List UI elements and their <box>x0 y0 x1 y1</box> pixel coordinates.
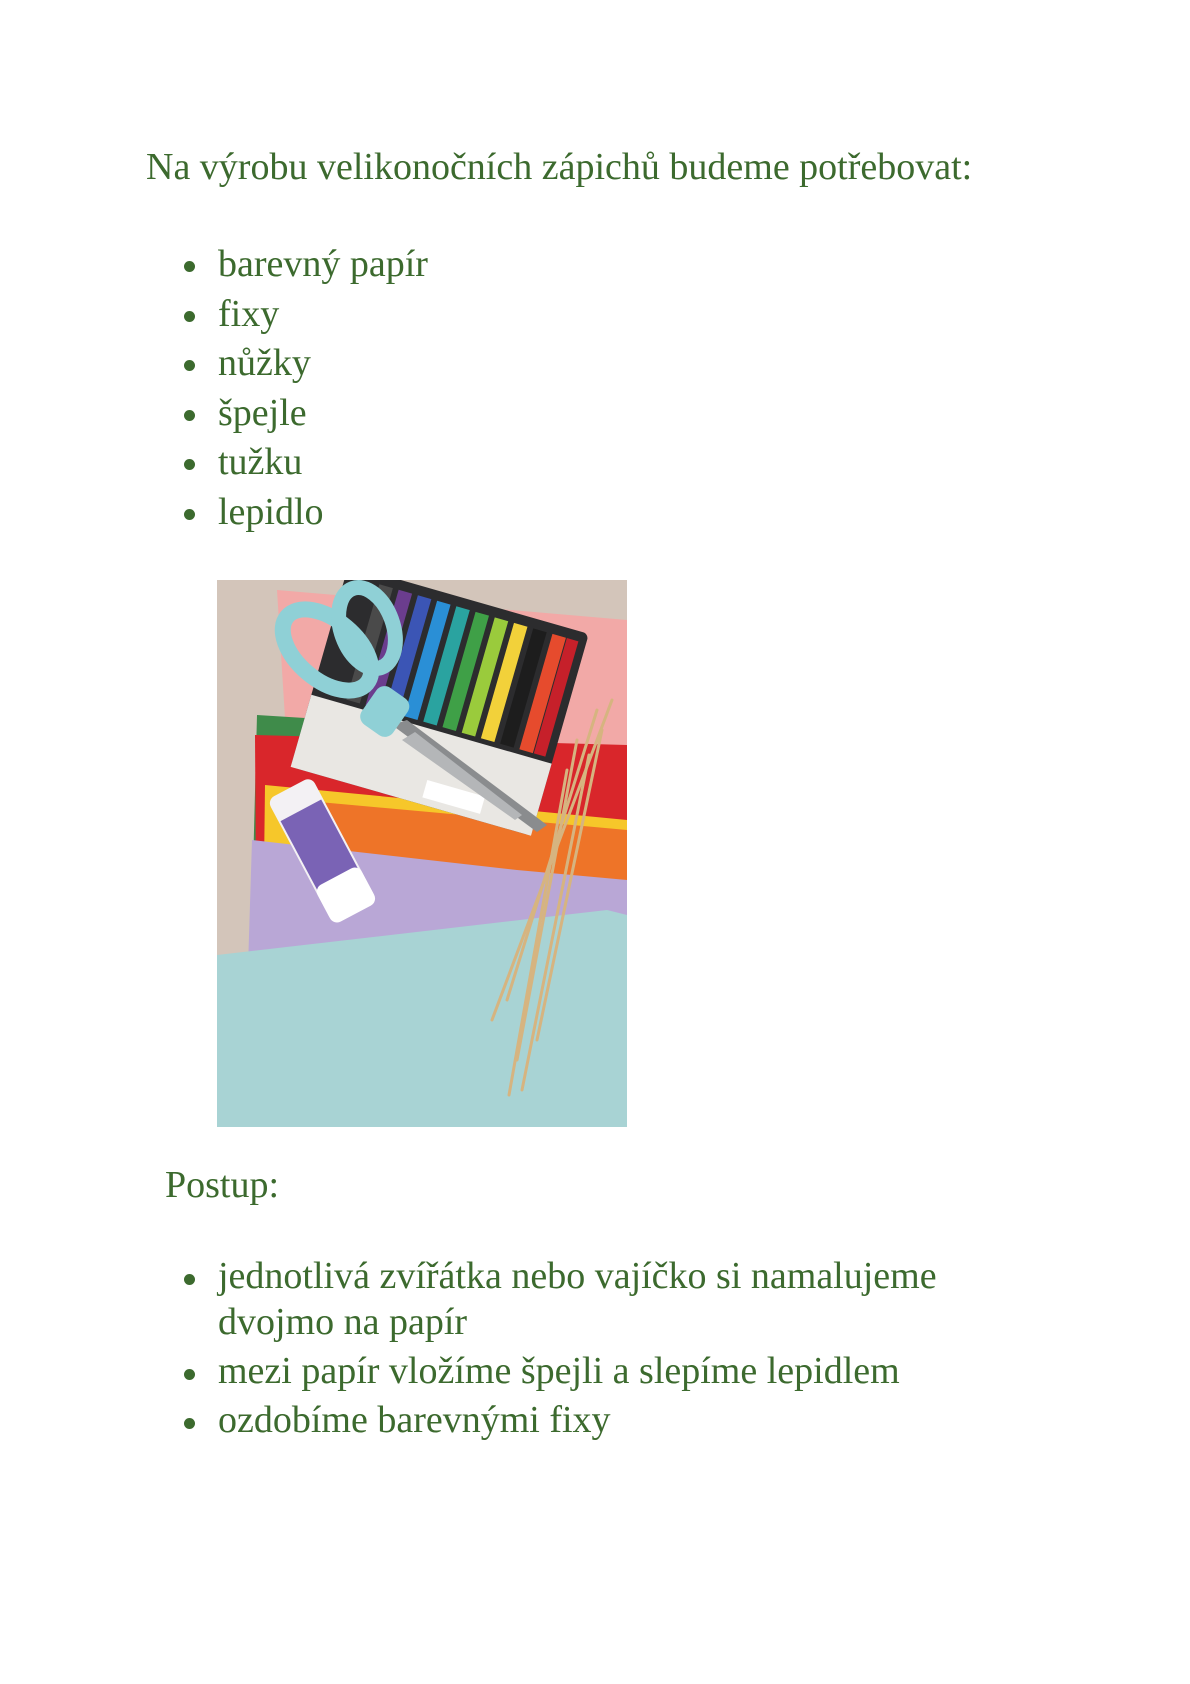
intro-text: Na výrobu velikonočních zápichů budeme potřebovat: <box>146 146 973 188</box>
material-item: fixy <box>190 290 428 340</box>
material-item: tužku <box>190 438 428 488</box>
step-item: ozdobíme barevnými fixy <box>190 1397 1020 1443</box>
material-item: barevný papír <box>190 240 428 290</box>
material-item: lepidlo <box>190 488 428 538</box>
step-item: jednotlivá zvířátka nebo vajíčko si namalujeme dvojmo na papír <box>190 1253 1020 1345</box>
material-item: špejle <box>190 389 428 439</box>
steps-list <box>190 1253 1020 1446</box>
material-item: nůžky <box>190 339 428 389</box>
section-title: Postup: <box>165 1164 280 1206</box>
step-item: mezi papír vložíme špejli a slepíme lepidlem <box>190 1348 1020 1394</box>
supplies-photo <box>217 580 627 1127</box>
supplies-photo-drawing <box>217 580 627 1127</box>
materials-list <box>190 240 428 537</box>
